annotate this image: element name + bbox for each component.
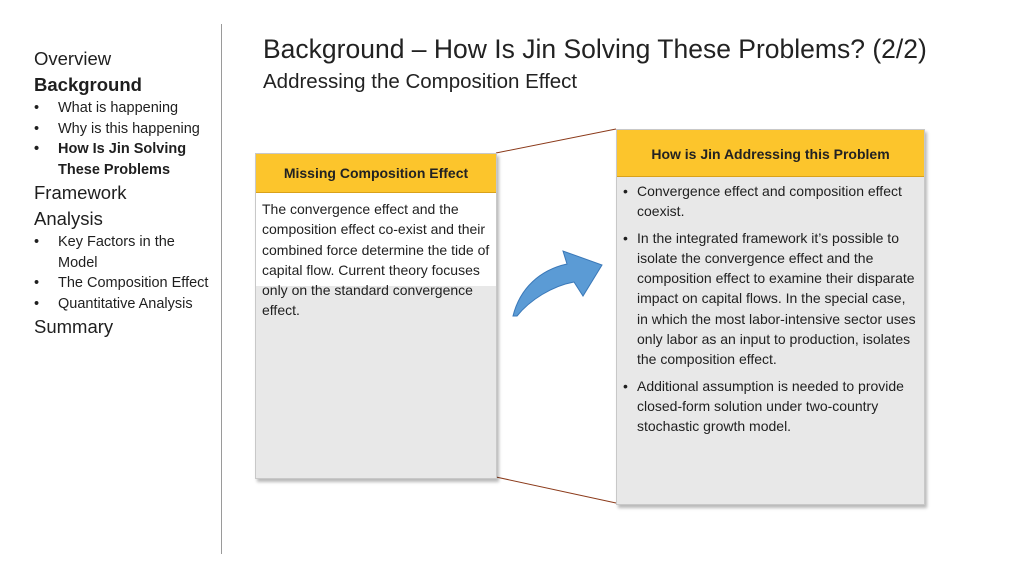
right-box-bullet: • Additional assumption is needed to provide closed-form solution under two-country stochastic growth model. [623,377,904,435]
nav-item-label: How Is Jin Solving These Problems [58,141,187,178]
right-box-bullet: • In the integrated framework it’s possible to isolate the convergence effect and the composition effect to examine their disparate impact on capital flows. In the special case, in which the most labor-intensive sector uses only labor as an input to production, isolates the composition effect. [623,229,916,368]
nav-item-label: Why is this happening [58,120,200,137]
nav-summary[interactable]: Summary [34,316,114,337]
nav-background[interactable]: Background [34,74,142,95]
nav-item-label: Key Factors in the Model [58,234,175,271]
nav-analysis[interactable]: Analysis [34,208,103,229]
right-box-heading: How is Jin Addressing this Problem [617,130,924,177]
right-box-body [617,177,924,437]
right-box-bullet: • Convergence effect and composition effect coexist. [623,183,902,220]
bullet-text: Additional assumption is needed to provide closed-form solution under two-country stochastic growth model. [637,377,904,435]
nav-composition-effect[interactable]: • The Composition Effect [34,275,209,291]
left-box-heading: Missing Composition Effect [256,154,496,193]
nav-item-label: The Composition Effect [58,275,209,291]
nav-item-label: What is happening [58,100,179,116]
page-title: Background – How Is Jin Solving These Problems? (2/2) [263,34,927,64]
missing-composition-effect-box [255,153,497,479]
nav-why-is-this-happening[interactable]: • Why is this happening [34,120,200,137]
bullet-text: Convergence effect and composition effect coexist. [637,183,902,220]
nav-quantitative-analysis[interactable]: • Quantitative Analysis [34,295,193,312]
connector-line-top [496,129,616,153]
left-box-body: The convergence effect and the composition effect co-exist and their combined force determine the tide of capital flow. Current theory focuses only on the standard convergence effect. [256,193,496,286]
nav-key-factors[interactable]: • Key Factors in the Model [34,234,175,271]
how-jin-addresses-box [616,129,925,505]
nav-how-is-jin-solving[interactable]: • How Is Jin Solving These Problems [34,141,187,178]
nav-overview[interactable]: Overview [34,48,112,69]
bullet-text: In the integrated framework it’s possible to isolate the convergence effect and the composition effect to examine their disparate impact on capital flows. In the special case, in which the most labor-intensive sector uses only labor as an input to production, isolates the composition effect. [637,229,916,368]
page-subtitle: Addressing the Composition Effect [263,70,578,93]
nav-item-label: Quantitative Analysis [58,295,193,312]
connector-line-bottom [496,477,616,503]
curved-arrow-icon [513,251,602,316]
nav-framework[interactable]: Framework [34,182,127,203]
nav-what-is-happening[interactable]: • What is happening [34,100,179,116]
